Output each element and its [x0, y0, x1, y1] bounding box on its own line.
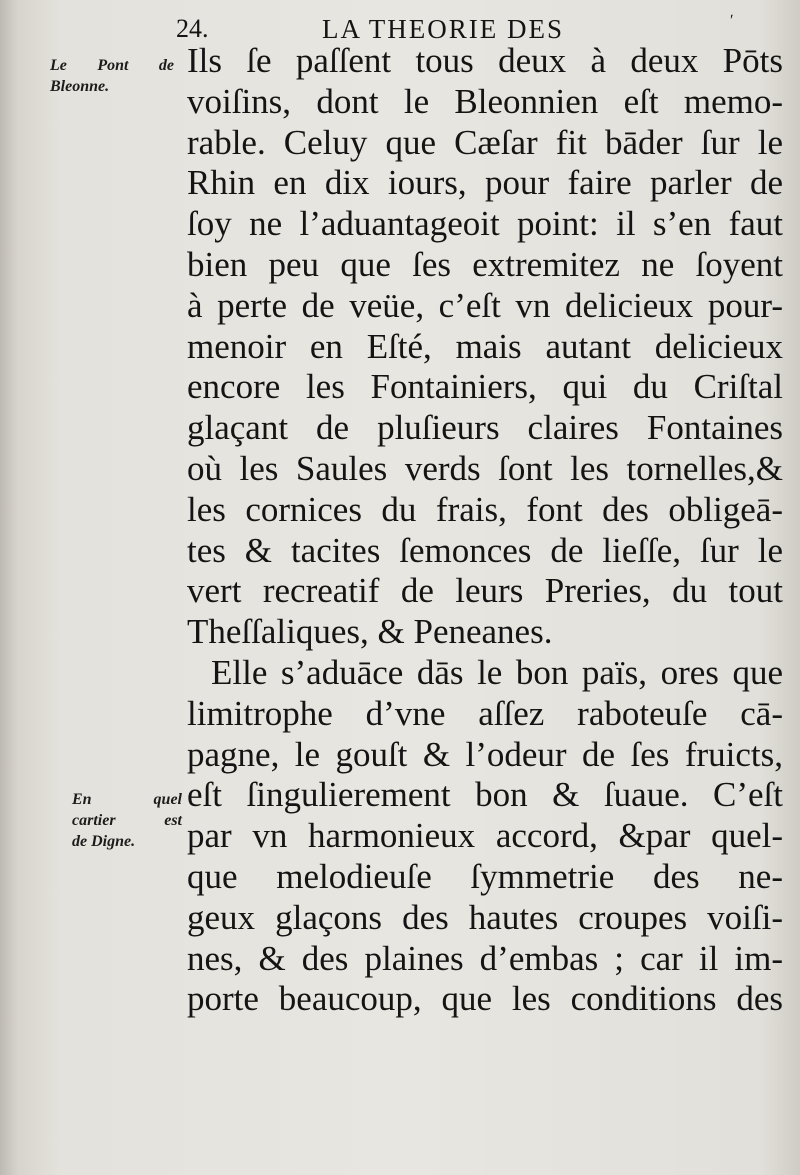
text-line: menoir en Eſté, mais autant delicieux — [187, 326, 783, 366]
text-line: vert recreatif de leurs Preries, du tout — [187, 571, 783, 611]
text-line: bien peu que ſes extremitez ne ſoyent — [187, 244, 783, 284]
text-line: Elle s’aduāce dās le bon païs, ores que — [211, 652, 783, 692]
text-line: à perte de veüe, c’eſt vn delicieux pour- — [187, 285, 783, 325]
running-title: LA THEORIE DES — [322, 14, 564, 44]
ink-mark: ʹ — [730, 12, 734, 29]
text-line: voiſins, dont le Bleonnien eſt memo- — [187, 81, 783, 121]
text-line: que melodieuſe ſymmetrie des ne- — [187, 856, 783, 896]
margin-note-line: Bleonne. — [50, 78, 110, 95]
text-line: glaçant de pluſieurs claires Fontaines — [187, 408, 783, 448]
text-line: les cornices du frais, font des obligeā- — [187, 489, 783, 529]
running-header — [0, 10, 800, 44]
text-line: geux glaçons des hautes croupes voiſi- — [187, 897, 783, 937]
text-line: eſt ſingulierement bon & ſuaue. C’eſt — [187, 775, 783, 815]
text-line: Ils ſe paſſent tous deux à deux Pōts — [187, 41, 783, 80]
text-line: pagne, le gouſt & l’odeur de ſes fruicts, — [187, 734, 783, 774]
margin-note-line: cartier est — [72, 812, 182, 829]
margin-note-line: de Digne. — [72, 833, 136, 850]
text-line: où les Saules verds ſont les tornelles,& — [187, 448, 783, 488]
margin-note-line: Le Pont de — [50, 57, 174, 74]
text-line: nes, & des plaines d’embas ; car il im- — [187, 938, 783, 978]
text-line: encore les Fontainiers, qui du Criſtal — [187, 367, 783, 407]
margin-note-cartier — [72, 789, 182, 852]
text-line: tes & tacites ſemonces de lieſſe, ſur le — [187, 530, 783, 570]
text-line: rable. Celuy que Cæſar fit bāder ſur le — [187, 122, 783, 162]
page-number: 24. — [176, 14, 209, 43]
margin-note-line: En quel — [72, 791, 182, 808]
text-line: ſoy ne l’aduantageoit point: il s’en faut — [187, 204, 783, 244]
text-line: Theſſaliques, & Peneanes. — [187, 612, 553, 652]
margin-note-pont — [50, 55, 174, 97]
text-line: par vn harmonieux accord, &par quel- — [187, 816, 783, 856]
body-text — [187, 41, 783, 1020]
text-line: Rhin en dix iours, pour faire parler de — [187, 163, 783, 203]
text-line: porte beaucoup, que les conditions des — [187, 979, 783, 1019]
text-line: limitrophe d’vne aſſez raboteuſe cā- — [187, 693, 783, 733]
